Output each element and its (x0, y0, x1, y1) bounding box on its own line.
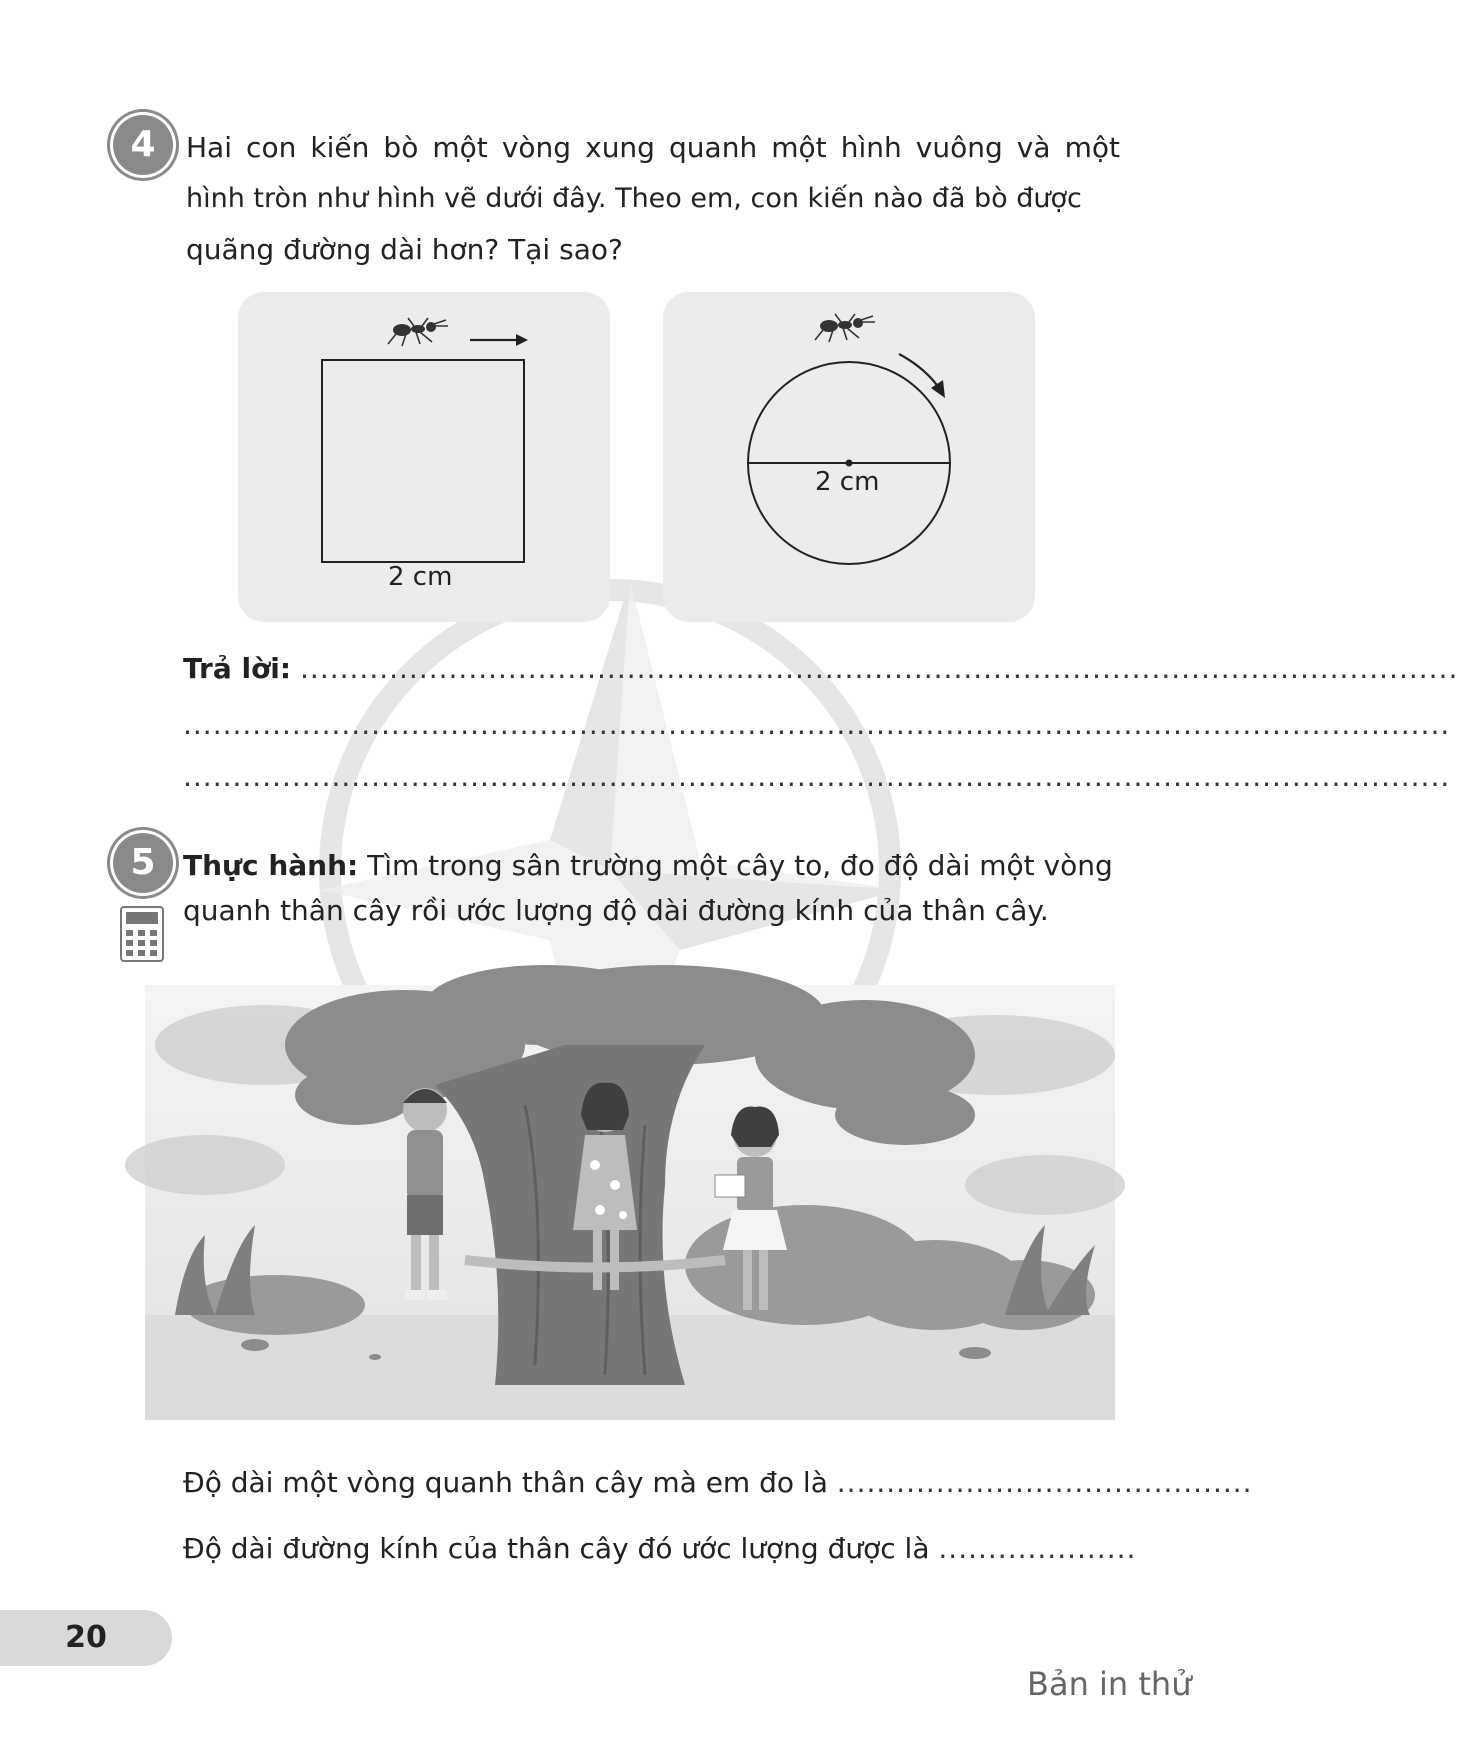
exercise-4-line-1: Hai con kiến bò một vòng xung quanh một hình vuông và một (186, 131, 1120, 164)
exercise-5-line-2: quanh thân cây rồi ước lượng độ dài đường kính của thân cây. (183, 894, 1049, 927)
square-side-label: 2 cm (388, 562, 453, 592)
page-number: 20 (0, 1610, 172, 1666)
tree-measuring-illustration (145, 985, 1115, 1420)
square-shape (322, 360, 524, 562)
exercise-4-line-3: quãng đường dài hơn? Tại sao? (186, 233, 623, 266)
exercise-5-bold-label: Thực hành: (183, 849, 359, 882)
exercise-4-number: 4 (113, 115, 173, 175)
ant-icon (815, 314, 875, 342)
circle-diameter-label: 2 cm (815, 467, 880, 497)
print-note: Bản in thử (1027, 1665, 1192, 1703)
answer-line-2[interactable]: ................................................................................................................................ (183, 708, 1451, 741)
calculator-icon (120, 906, 164, 962)
answer-label: Trả lời: (183, 652, 292, 685)
fill-line-diameter-label: Độ dài đường kính của thân cây đó ước lượng được là (183, 1532, 930, 1565)
answer-line-3[interactable]: ................................................................................................................................ (183, 760, 1451, 793)
fill-line-circumference-label: Độ dài một vòng quanh thân cây mà em đo là (183, 1466, 828, 1499)
exercise-4-question (186, 122, 1120, 275)
circle-figure (663, 292, 1035, 622)
ant-icon (388, 318, 448, 346)
exercise-5-line-1: Tìm trong sân trường một cây to, đo độ dài một vòng (358, 849, 1113, 882)
fill-line-circumference[interactable]: Độ dài một vòng quanh thân cây mà em đo là .......................................... (183, 1466, 1253, 1499)
fill-line-diameter[interactable]: Độ dài đường kính của thân cây đó ước lượng được là .................... (183, 1532, 1137, 1565)
exercise-4-line-2: hình tròn như hình vẽ dưới đây. Theo em, con kiến nào đã bò được (186, 183, 1082, 214)
exercise-5-question (183, 840, 1123, 936)
exercise-5-number: 5 (113, 833, 173, 893)
answer-line-1[interactable]: Trả lời: ..................................................................................................................... (183, 652, 1458, 685)
